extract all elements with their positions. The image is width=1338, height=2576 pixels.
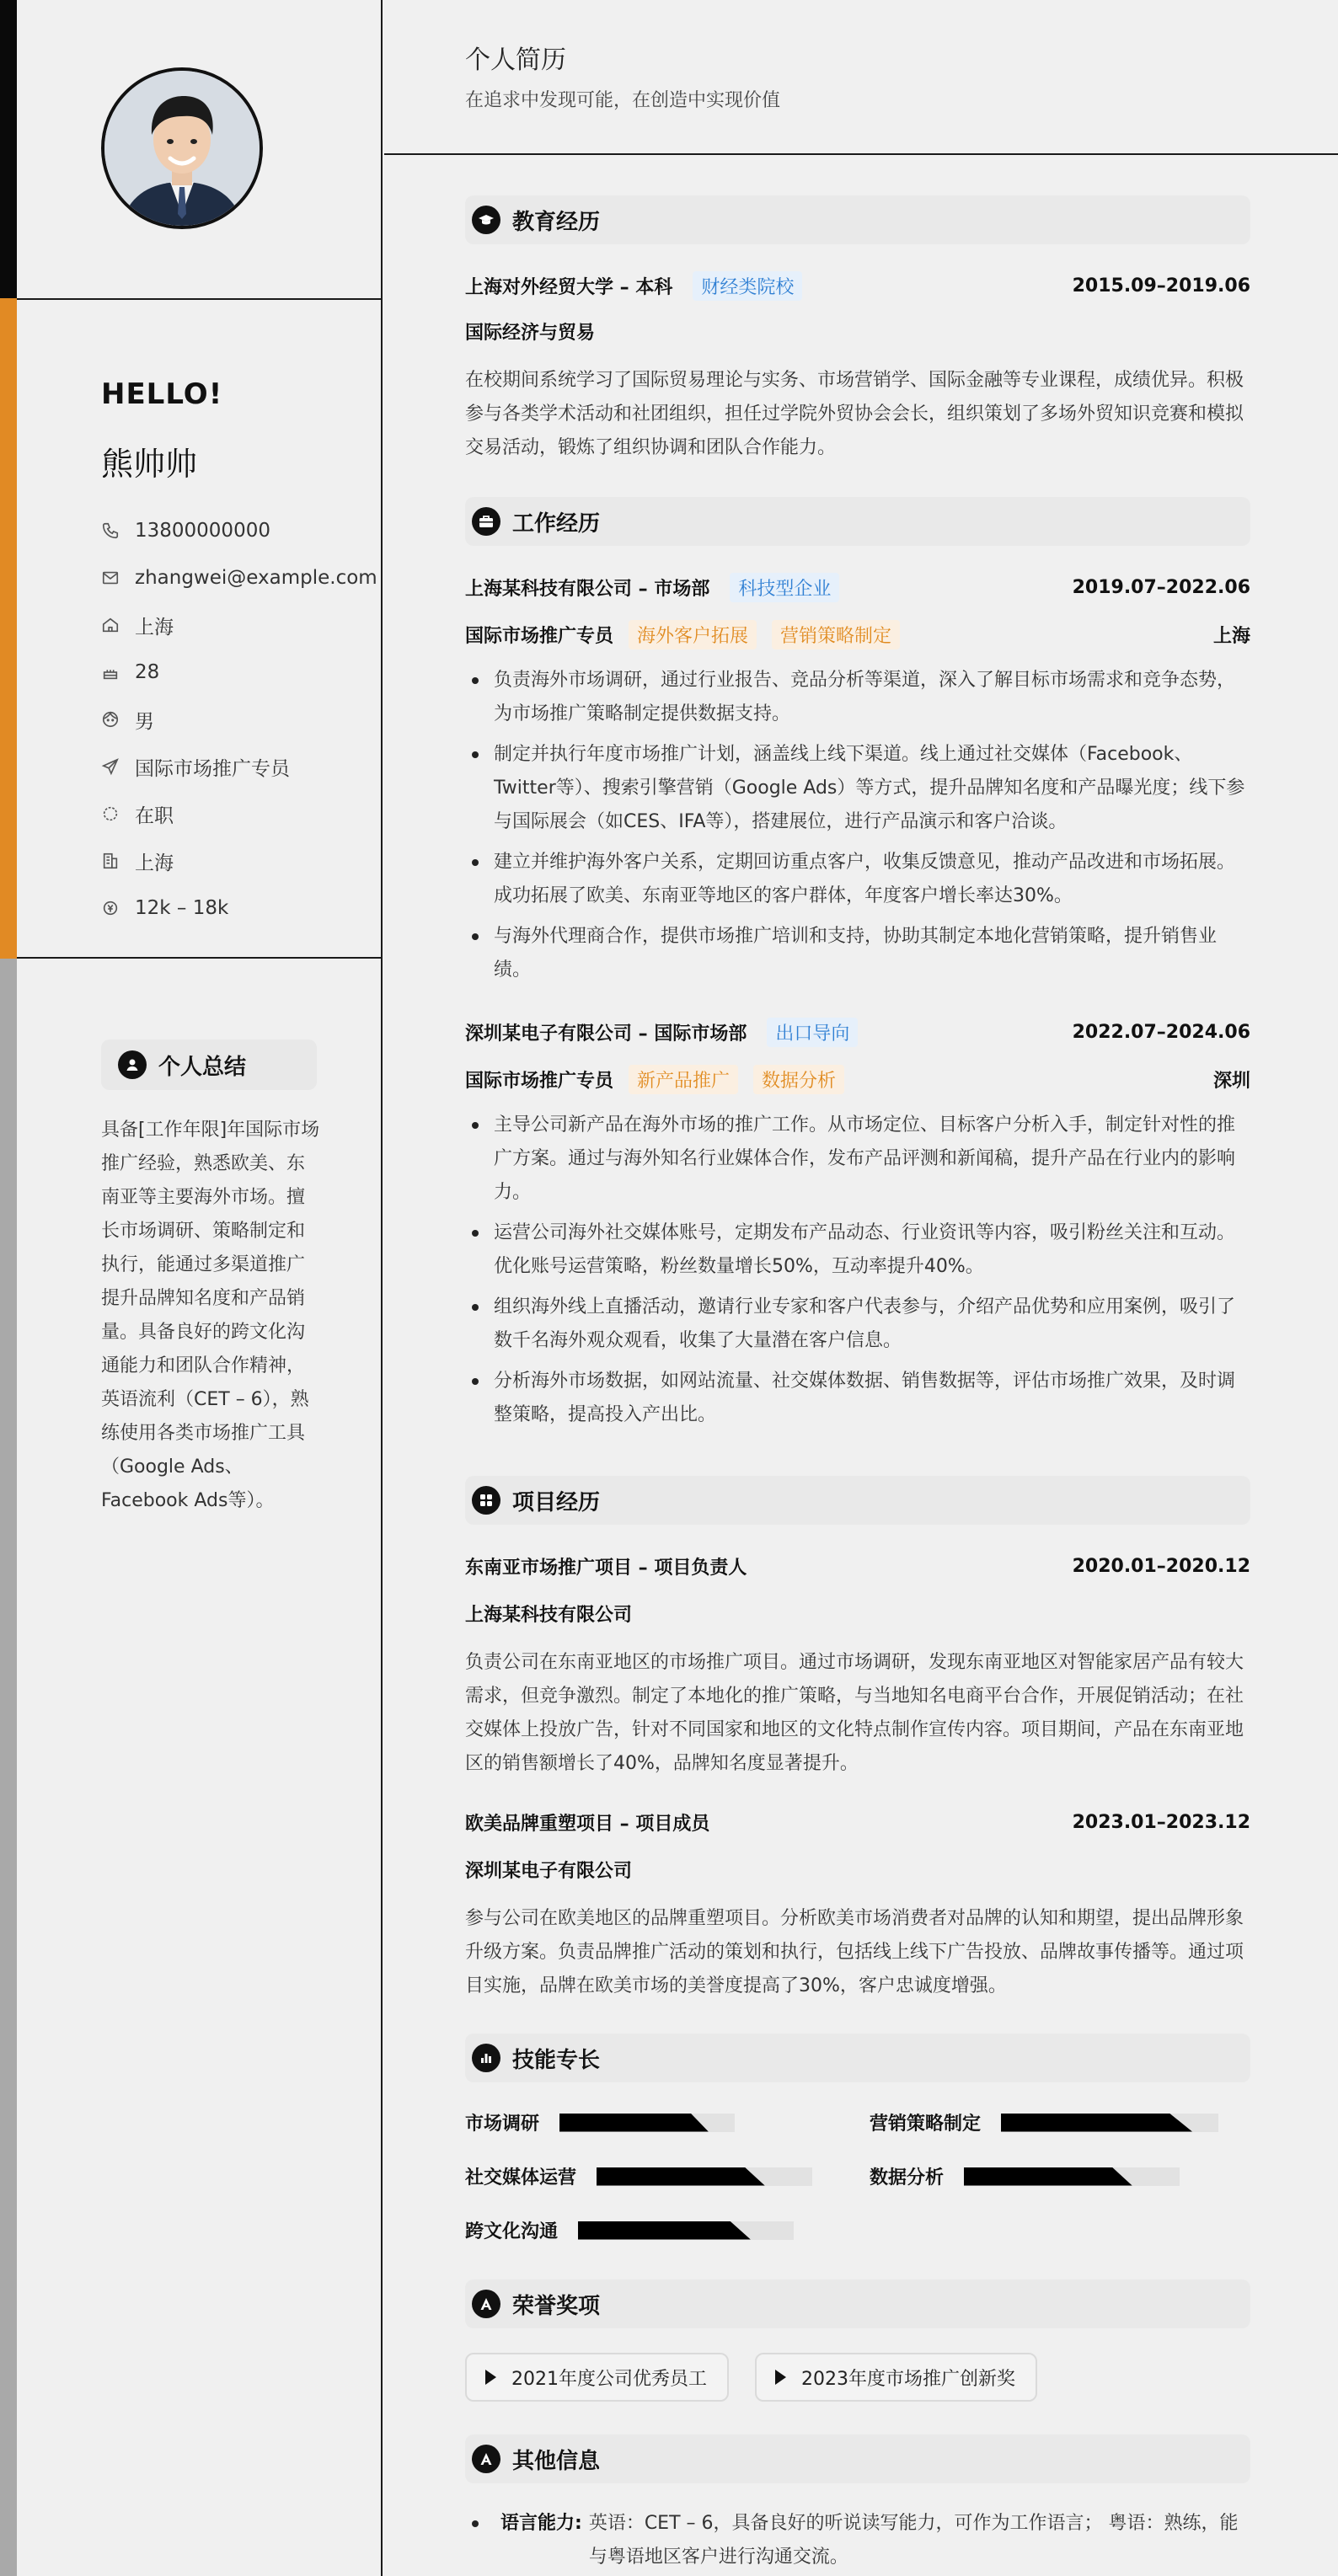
projects-section-header	[465, 1476, 1250, 1525]
skill-bar-fill	[597, 2167, 765, 2186]
honor-label: 2023年度市场推广创新奖	[801, 2368, 1015, 2390]
job-1-city: 上海	[1212, 626, 1250, 647]
info-age	[101, 649, 377, 696]
job-1-row	[465, 573, 1250, 602]
info-icon	[472, 2445, 500, 2473]
skill-bar-fill	[578, 2221, 751, 2240]
briefcase-icon	[472, 507, 500, 536]
job-2-position: 国际市场推广专员	[465, 1071, 614, 1092]
graduation-cap-icon	[472, 206, 500, 234]
work-section-header	[465, 497, 1250, 546]
honor-badge	[755, 2353, 1037, 2402]
major: 国际经济与贸易	[465, 323, 596, 344]
sidebar-divider	[17, 957, 383, 959]
education-title: 教育经历	[512, 209, 601, 235]
skills-title: 技能专长	[512, 2047, 601, 2073]
play-icon	[485, 2370, 496, 2385]
project-1-row	[465, 1553, 1250, 1579]
skill-bar-fill	[1001, 2114, 1192, 2132]
skill-label: 数据分析	[870, 2167, 945, 2189]
summary-title: 个人总结	[158, 1054, 247, 1080]
skill-bar-fill	[964, 2167, 1132, 2186]
job-1-position-row	[465, 620, 1250, 649]
project-2-date: 2023.01–2023.12	[1072, 1812, 1250, 1833]
info-city	[101, 837, 377, 884]
play-icon	[775, 2370, 786, 2385]
info-phone	[101, 507, 377, 554]
page-subtitle: 在追求中发现可能，在创造中实现价值	[465, 90, 781, 111]
education-description: 在校期间系统学习了国际贸易理论与实务、市场营销学、国际金融等专业课程，成绩优异。积极参与各类学术活动和社团组织，担任过学院外贸协会会长，组织策划了多场外贸知识竞赛和模拟交易活动，锻炼了组织协调和团队合作能力。	[465, 370, 1244, 458]
summary-section-header	[101, 1039, 317, 1090]
skill-bar	[1001, 2114, 1218, 2132]
page-header	[384, 0, 1338, 155]
job-2-position-row	[465, 1065, 1250, 1094]
honor-badge	[465, 2353, 729, 2402]
skill-label: 跨文化沟通	[465, 2221, 559, 2242]
project-1-company: 上海某科技有限公司	[465, 1605, 633, 1626]
education-date: 2015.09–2019.06	[1072, 275, 1250, 297]
honors-title: 荣誉奖项	[512, 2293, 601, 2319]
info-location	[101, 601, 377, 649]
skill-bar	[559, 2114, 735, 2132]
skill-item	[870, 2163, 1180, 2189]
job-2-date: 2022.07–2024.06	[1072, 1022, 1250, 1043]
candidate-name: 熊帅帅	[101, 446, 198, 483]
honors-section-header	[465, 2279, 1250, 2328]
building-icon	[101, 852, 135, 870]
job-2-company: 深圳某电子有限公司 – 国际市场部	[465, 1023, 747, 1045]
info-email-text: zhangwei@example.com	[135, 567, 377, 589]
skill-bar	[597, 2167, 812, 2186]
skills-section-header	[465, 2034, 1250, 2082]
school-name: 上海对外经贸大学 – 本科	[465, 277, 673, 298]
project-1-company-row	[465, 1601, 1250, 1627]
info-position	[101, 743, 377, 790]
list-item: 分析海外市场数据，如网站流量、社交媒体数据、销售数据等，评估市场推广效果，及时调整策略，提高投入产出比。	[465, 1365, 1250, 1432]
job-1-bullets	[465, 664, 1250, 994]
skill-item	[465, 2217, 794, 2243]
projects-title: 项目经历	[512, 1489, 601, 1515]
info-salary	[101, 884, 377, 932]
honor-label: 2021年度公司优秀员工	[511, 2368, 707, 2390]
home-icon	[101, 616, 135, 634]
work-title: 工作经历	[512, 510, 601, 537]
user-icon	[118, 1050, 147, 1079]
skill-label: 营销策略制定	[870, 2114, 982, 2135]
job-2-tag: 新产品推广	[629, 1065, 738, 1094]
avatar	[101, 67, 263, 229]
list-item: 运营公司海外社交媒体账号，定期发布产品动态、行业资讯等内容，吸引粉丝关注和互动。优化账号运营策略，粉丝数量增长50%，互动率提升40%。	[465, 1216, 1250, 1284]
info-status-text: 在职	[135, 804, 174, 827]
project-2-company-row	[465, 1857, 1250, 1883]
education-row	[465, 271, 1250, 301]
info-gender-text: 男	[135, 710, 154, 733]
job-2-bullets	[465, 1109, 1250, 1439]
sidebar-divider	[17, 298, 383, 300]
project-1-name: 东南亚市场推广项目 – 项目负责人	[465, 1558, 747, 1579]
info-location-text: 上海	[135, 616, 174, 639]
other-title: 其他信息	[512, 2448, 601, 2474]
bullet-dot	[472, 2520, 479, 2527]
other-value: 英语：CET – 6，具备良好的听说读写能力，可作为工作语言； 粤语：熟练，能与粤语地区客户进行沟通交流。	[588, 2513, 1239, 2568]
info-position-text: 国际市场推广专员	[135, 757, 290, 780]
skill-label: 市场调研	[465, 2114, 540, 2135]
summary-text: 具备[工作年限]年国际市场推广经验，熟悉欧美、东南亚等主要海外市场。擅长市场调研、策略制定和执行，能通过多渠道推广提升品牌知名度和产品销量。具备良好的跨文化沟通能力和团队合作精神，英语流利（CET – 6），熟练使用各类市场推广工具（Google Ads、Facebook Ads等）。	[101, 1120, 320, 1511]
accent-stripe-black	[0, 0, 17, 298]
job-2-company-tag: 出口导向	[767, 1018, 858, 1047]
greeting: HELLO!	[101, 377, 223, 411]
job-2-row	[465, 1018, 1250, 1047]
project-2-row	[465, 1809, 1250, 1836]
job-1-company-tag: 科技型企业	[730, 573, 839, 602]
school-tag: 财经类院校	[693, 271, 802, 301]
major-row	[465, 318, 1250, 345]
face-icon	[101, 710, 135, 729]
avatar-portrait-icon	[104, 71, 260, 226]
list-item: 建立并维护海外客户关系，定期回访重点客户，收集反馈意见，推动产品改进和市场拓展。成功拓展了欧美、东南亚等地区的客户群体，年度客户增长率达30%。	[465, 846, 1250, 913]
cake-icon	[101, 663, 135, 681]
job-1-date: 2019.07–2022.06	[1072, 577, 1250, 598]
job-1-tag: 海外客户拓展	[629, 620, 757, 649]
contact-info-list	[101, 507, 377, 932]
status-icon	[101, 804, 135, 823]
job-2-city: 深圳	[1212, 1071, 1250, 1092]
info-gender	[101, 696, 377, 743]
coin-icon	[101, 899, 135, 917]
sidebar	[17, 0, 383, 2576]
grid-icon	[472, 1486, 500, 1515]
job-1-company: 上海某科技有限公司 – 市场部	[465, 579, 710, 600]
page-title: 个人简历	[465, 45, 566, 75]
project-2-company: 深圳某电子有限公司	[465, 1861, 633, 1882]
list-item	[465, 2507, 1250, 2574]
project-2-description: 参与公司在欧美地区的品牌重塑项目。分析欧美市场消费者对品牌的认知和期望，提出品牌形象升级方案。负责品牌推广活动的策划和执行，包括线上线下广告投放、品牌故事传播等。通过项目实施，品牌在欧美市场的美誉度提高了30%，客户忠诚度增强。	[465, 1908, 1244, 1996]
bar-chart-icon	[472, 2044, 500, 2072]
info-salary-text: 12k – 18k	[135, 897, 229, 919]
info-phone-text: 13800000000	[135, 520, 270, 542]
skill-bar	[578, 2221, 794, 2240]
other-key: 语言能力:	[500, 2513, 582, 2534]
list-item: 负责海外市场调研，通过行业报告、竞品分析等渠道，深入了解目标市场需求和竞争态势，为市场推广策略制定提供数据支持。	[465, 664, 1250, 731]
list-item: 与海外代理商合作，提供市场推广培训和支持，协助其制定本地化营销策略，提升销售业绩。	[465, 920, 1250, 987]
skill-item	[465, 2163, 812, 2189]
other-info-list	[465, 2507, 1250, 2574]
info-email	[101, 554, 377, 601]
accent-stripe-orange	[0, 298, 17, 959]
send-icon	[101, 757, 135, 776]
info-city-text: 上海	[135, 852, 174, 874]
list-item: 制定并执行年度市场推广计划，涵盖线上线下渠道。线上通过社交媒体（Facebook、Twitter等）、搜索引擎营销（Google Ads）等方式，提升品牌知名度和产品曝光度；线下参与国际展会（如CES、IFA等），搭建展位，进行产品演示和客户洽谈。	[465, 738, 1250, 839]
skill-bar-fill	[559, 2114, 709, 2132]
job-1-position: 国际市场推广专员	[465, 626, 614, 647]
skill-bar	[964, 2167, 1180, 2186]
info-age-text: 28	[135, 661, 160, 683]
award-icon	[472, 2290, 500, 2318]
project-1-date: 2020.01–2020.12	[1072, 1556, 1250, 1577]
education-section-header	[465, 195, 1250, 244]
job-2-tag: 数据分析	[753, 1065, 844, 1094]
skill-label: 社交媒体运营	[465, 2167, 577, 2189]
accent-stripe-gray	[0, 959, 17, 2576]
other-section-header	[465, 2434, 1250, 2483]
phone-icon	[101, 521, 135, 540]
project-1-description: 负责公司在东南亚地区的市场推广项目。通过市场调研，发现东南亚地区对智能家居产品有较大需求，但竞争激烈。制定了本地化的推广策略，与当地知名电商平台合作，开展促销活动；在社交媒体上投放广告，针对不同国家和地区的文化特点制作宣传内容。项目期间，产品在东南亚地区的销售额增长了40%，品牌知名度显著提升。	[465, 1652, 1244, 1774]
skill-item	[465, 2109, 735, 2135]
skill-item	[870, 2109, 1218, 2135]
list-item: 主导公司新产品在海外市场的推广工作。从市场定位、目标客户分析入手，制定针对性的推广方案。通过与海外知名行业媒体合作，发布产品评测和新闻稿，提升产品在行业内的影响力。	[465, 1109, 1250, 1210]
list-item: 组织海外线上直播活动，邀请行业专家和客户代表参与，介绍产品优势和应用案例，吸引了数千名海外观众观看，收集了大量潜在客户信息。	[465, 1291, 1250, 1358]
project-2-name: 欧美品牌重塑项目 – 项目成员	[465, 1814, 710, 1835]
mail-icon	[101, 569, 135, 587]
job-1-tag: 营销策略制定	[772, 620, 900, 649]
info-status	[101, 790, 377, 837]
